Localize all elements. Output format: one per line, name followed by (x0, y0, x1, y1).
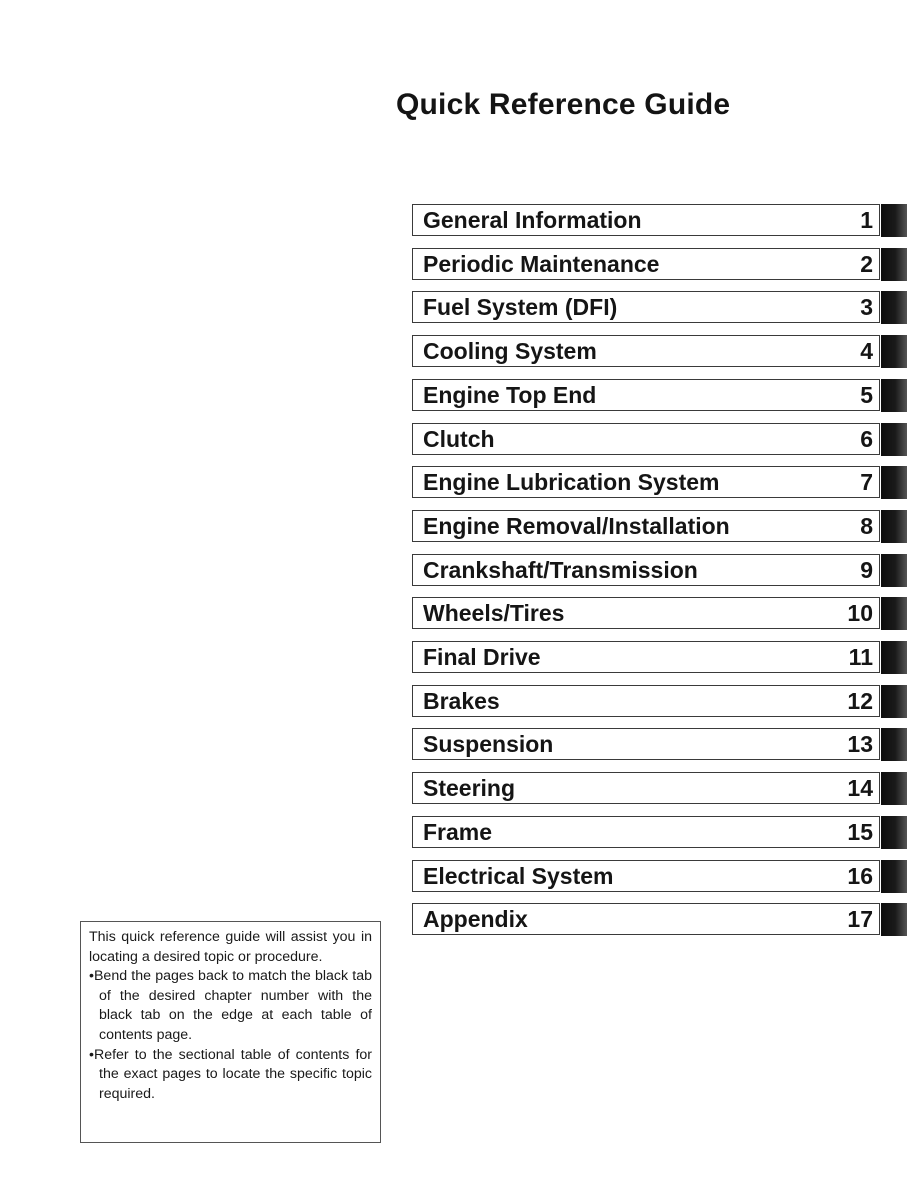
chapter-label: General Information (423, 207, 642, 233)
chapter-number: 13 (847, 731, 873, 758)
chapter-entry-2[interactable] (412, 248, 907, 280)
chapter-entry-13[interactable] (412, 728, 907, 760)
black-tab-marker (881, 685, 907, 718)
chapter-entry-12[interactable] (412, 685, 907, 717)
chapter-entry-7[interactable] (412, 466, 907, 498)
chapter-box (412, 423, 880, 455)
chapter-label: Final Drive (423, 644, 541, 670)
chapter-number: 8 (860, 512, 873, 539)
chapter-box (412, 466, 880, 498)
chapter-label: Brakes (423, 687, 500, 714)
chapter-box (412, 597, 880, 629)
black-tab-marker (881, 379, 907, 412)
chapter-box (412, 379, 880, 411)
black-tab-marker (881, 816, 907, 849)
chapter-box (412, 903, 880, 935)
chapter-box (412, 554, 880, 586)
chapter-box (412, 860, 880, 892)
chapter-label: Crankshaft/Transmission (423, 556, 698, 583)
note-bullet: •Bend the pages back to match the black tab of the desired chapter number with the black tab on the edge at each table of contents page. (89, 968, 372, 1043)
chapter-label: Engine Top End (423, 381, 597, 408)
chapter-box (412, 641, 880, 673)
chapter-number: 6 (860, 425, 873, 452)
chapter-entry-17[interactable] (412, 903, 907, 935)
chapter-label: Wheels/Tires (423, 600, 565, 627)
page-title: Quick Reference Guide (396, 88, 731, 121)
chapter-label: Frame (423, 818, 493, 845)
chapter-number: 4 (860, 338, 873, 365)
chapter-number: 12 (847, 687, 873, 714)
black-tab-marker (881, 728, 907, 761)
note-bullet: •Refer to the sectional table of contents for the exact pages to locate the specific topic required. (89, 1046, 372, 1102)
chapter-label: Fuel System (DFI) (423, 294, 618, 321)
chapter-box (412, 728, 880, 760)
chapter-box (412, 248, 880, 280)
chapter-label: Suspension (423, 731, 554, 758)
chapter-box (412, 685, 880, 717)
chapter-label: Engine Removal/Installation (423, 512, 730, 539)
chapter-number: 7 (860, 469, 873, 496)
black-tab-marker (881, 466, 907, 499)
chapter-entry-14[interactable] (412, 772, 907, 804)
black-tab-marker (881, 248, 907, 281)
chapter-entry-5[interactable] (412, 379, 907, 411)
chapter-box (412, 816, 880, 848)
black-tab-marker (881, 860, 907, 893)
chapter-label: Engine Lubrication System (423, 469, 720, 496)
chapter-number: 9 (860, 556, 873, 583)
chapter-box (412, 510, 880, 542)
black-tab-marker (881, 597, 907, 630)
chapter-label: Steering (423, 775, 516, 802)
black-tab-marker (881, 772, 907, 805)
chapter-number: 2 (860, 250, 873, 277)
chapter-entry-8[interactable] (412, 510, 907, 542)
black-tab-marker (881, 554, 907, 587)
chapter-entry-4[interactable] (412, 335, 907, 367)
chapter-label: Periodic Maintenance (423, 250, 660, 277)
chapter-entry-11[interactable] (412, 641, 907, 673)
chapter-label: Clutch (423, 425, 495, 452)
chapter-box (412, 335, 880, 367)
chapter-number: 1 (860, 207, 873, 233)
chapter-number: 11 (848, 644, 873, 670)
chapter-entry-3[interactable] (412, 291, 907, 323)
chapter-entry-1[interactable] (412, 204, 907, 236)
chapter-entry-10[interactable] (412, 597, 907, 629)
chapter-entry-15[interactable] (412, 816, 907, 848)
chapter-number: 3 (860, 294, 873, 321)
usage-note-box (80, 921, 381, 1143)
chapter-label: Cooling System (423, 338, 597, 365)
note-intro: This quick reference guide will assist you in locating a desired topic or procedure. (89, 929, 372, 965)
chapter-number: 17 (847, 906, 873, 933)
chapter-number: 15 (847, 818, 873, 845)
black-tab-marker (881, 641, 907, 674)
chapter-box (412, 204, 880, 236)
black-tab-marker (881, 291, 907, 324)
chapter-box (412, 291, 880, 323)
black-tab-marker (881, 335, 907, 368)
chapter-number: 10 (847, 600, 873, 627)
chapter-entry-6[interactable] (412, 423, 907, 455)
chapter-number: 14 (847, 775, 873, 802)
chapter-label: Electrical System (423, 862, 614, 889)
black-tab-marker (881, 204, 907, 237)
chapter-number: 16 (847, 862, 873, 889)
chapter-entry-9[interactable] (412, 554, 907, 586)
black-tab-marker (881, 423, 907, 456)
chapter-entry-16[interactable] (412, 860, 907, 892)
chapter-label: Appendix (423, 906, 528, 933)
black-tab-marker (881, 510, 907, 543)
chapter-box (412, 772, 880, 804)
chapter-number: 5 (860, 381, 873, 408)
black-tab-marker (881, 903, 907, 936)
